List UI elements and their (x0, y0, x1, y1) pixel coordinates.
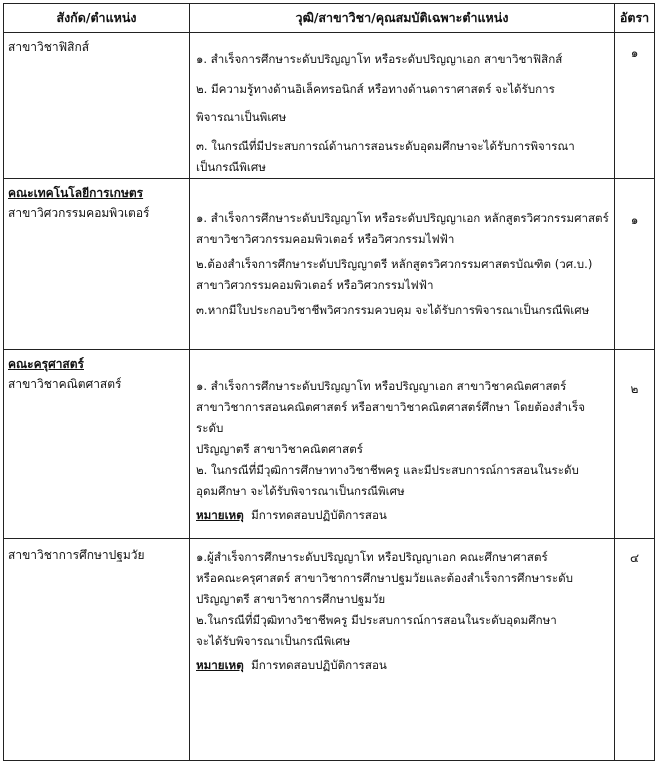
note-line (196, 505, 610, 526)
header-rate: อัตรา (615, 4, 655, 33)
qualifications-cell (190, 33, 615, 179)
qualification-line: จะได้รับพิจารณาเป็นกรณีพิเศษ (196, 634, 351, 648)
rate-value: ๔ (629, 551, 640, 565)
qualification-line: ๒.ในกรณีที่มีวุฒิทางวิชาชีพครู มีประสบการณ์การสอนในระดับอุดมศึกษา (196, 613, 557, 627)
unit-name: สาขาวิชาฟิสิกส์ (8, 40, 90, 54)
qualification-line: สาขาวิชาวิศวกรรมคอมพิวเตอร์ หรือวิศวกรรมไฟฟ้า (196, 232, 455, 246)
header-unit: สังกัด/ตำแหน่ง (4, 4, 190, 33)
table-row (4, 33, 655, 179)
rate-cell (615, 350, 655, 539)
document-page (3, 3, 657, 765)
qualification-line: ๒. มีความรู้ทางด้านอิเล็คทรอนิกส์ หรือทางด้านดาราศาสตร์ จะได้รับการ (196, 82, 555, 96)
unit-name: สาขาวิชาการศึกษาปฐมวัย (8, 548, 145, 562)
qualification-line: เป็นกรณีพิเศษ (196, 160, 266, 174)
rate-value: ๑ (630, 213, 639, 227)
table-row (4, 539, 655, 761)
table-row (4, 350, 655, 539)
unit-cell (4, 33, 190, 179)
unit-name: สาขาวิศวกรรมคอมพิวเตอร์ (8, 206, 150, 220)
qualification-line: ๓. ในกรณีที่มีประสบการณ์ด้านการสอนระดับอุดมศึกษาจะได้รับการพิจารณา (196, 139, 575, 153)
qualification-line: ๓.หากมีใบประกอบวิชาชีพวิศวกรรมควบคุม จะได้รับการพิจารณาเป็นกรณีพิเศษ (196, 303, 590, 317)
qualification-line: หรือคณะครุศาสตร์ สาขาวิชาการศึกษาปฐมวัยและต้องสำเร็จการศึกษาระดับ (196, 571, 574, 585)
qualification-line: ๑. สำเร็จการศึกษาระดับปริญญาโท หรือระดับปริญญาเอก สาขาวิชาฟิสิกส์ (196, 52, 563, 66)
qualification-line: ๒. ในกรณีที่มีวุฒิการศึกษาทางวิชาชีพครู และมีประสบการณ์การสอนในระดับ (196, 463, 579, 477)
note-text: มีการทดสอบปฏิบัติการสอน (251, 658, 387, 672)
unit-cell (4, 539, 190, 761)
note-label: หมายเหตุ (196, 508, 244, 522)
unit-cell (4, 350, 190, 539)
position-table (3, 3, 655, 761)
faculty-name: คณะเทคโนโลยีการเกษตร (8, 186, 144, 200)
qualifications-cell (190, 539, 615, 761)
qualification-line: ๑. สำเร็จการศึกษาระดับปริญญาโท หรือปริญญาเอก สาขาวิชาคณิตศาสตร์ (196, 379, 567, 393)
qualifications-cell (190, 179, 615, 350)
rate-cell (615, 539, 655, 761)
note-text: มีการทดสอบปฏิบัติการสอน (251, 508, 387, 522)
table-header-row (4, 4, 655, 33)
faculty-name: คณะครุศาสตร์ (8, 357, 84, 371)
qualification-line: ๑.ผู้สำเร็จการศึกษาระดับปริญญาโท หรือปริญญาเอก คณะศึกษาศาสตร์ (196, 550, 548, 564)
qualification-line: ๑. สำเร็จการศึกษาระดับปริญญาโท หรือระดับปริญญาเอก หลักสูตรวิศวกรรมศาสตร์ (196, 211, 609, 225)
rate-value: ๑ (630, 46, 639, 60)
table-row (4, 179, 655, 350)
note-label: หมายเหตุ (196, 658, 244, 672)
qualifications-cell (190, 350, 615, 539)
header-qualifications: วุฒิ/สาขาวิชา/คุณสมบัติเฉพาะตำแหน่ง (190, 4, 615, 33)
unit-name: สาขาวิชาคณิตศาสตร์ (8, 377, 122, 391)
qualification-line: ปริญญาตรี สาขาวิชาการศึกษาปฐมวัย (196, 592, 386, 606)
qualification-line: สาขาวิศวกรรมคอมพิวเตอร์ หรือวิศวกรรมไฟฟ้า (196, 278, 434, 292)
rate-cell (615, 179, 655, 350)
qualification-line: สาขาวิชาการสอนคณิตศาสตร์ หรือสาขาวิชาคณิตศาสตร์ศึกษา โดยต้องสำเร็จระดับ (196, 400, 586, 435)
qualification-line: อุดมศึกษา จะได้รับพิจารณาเป็นกรณีพิเศษ (196, 484, 405, 498)
qualification-line: พิจารณาเป็นพิเศษ (196, 110, 287, 124)
unit-cell (4, 179, 190, 350)
rate-value: ๒ (630, 382, 639, 396)
qualification-line: ๒.ต้องสำเร็จการศึกษาระดับปริญญาตรี หลักสูตรวิศวกรรมศาสตรบัณฑิต (วศ.บ.) (196, 257, 593, 271)
rate-cell (615, 33, 655, 179)
note-line (196, 655, 610, 676)
qualification-line: ปริญญาตรี สาขาวิชาคณิตศาสตร์ (196, 442, 363, 456)
